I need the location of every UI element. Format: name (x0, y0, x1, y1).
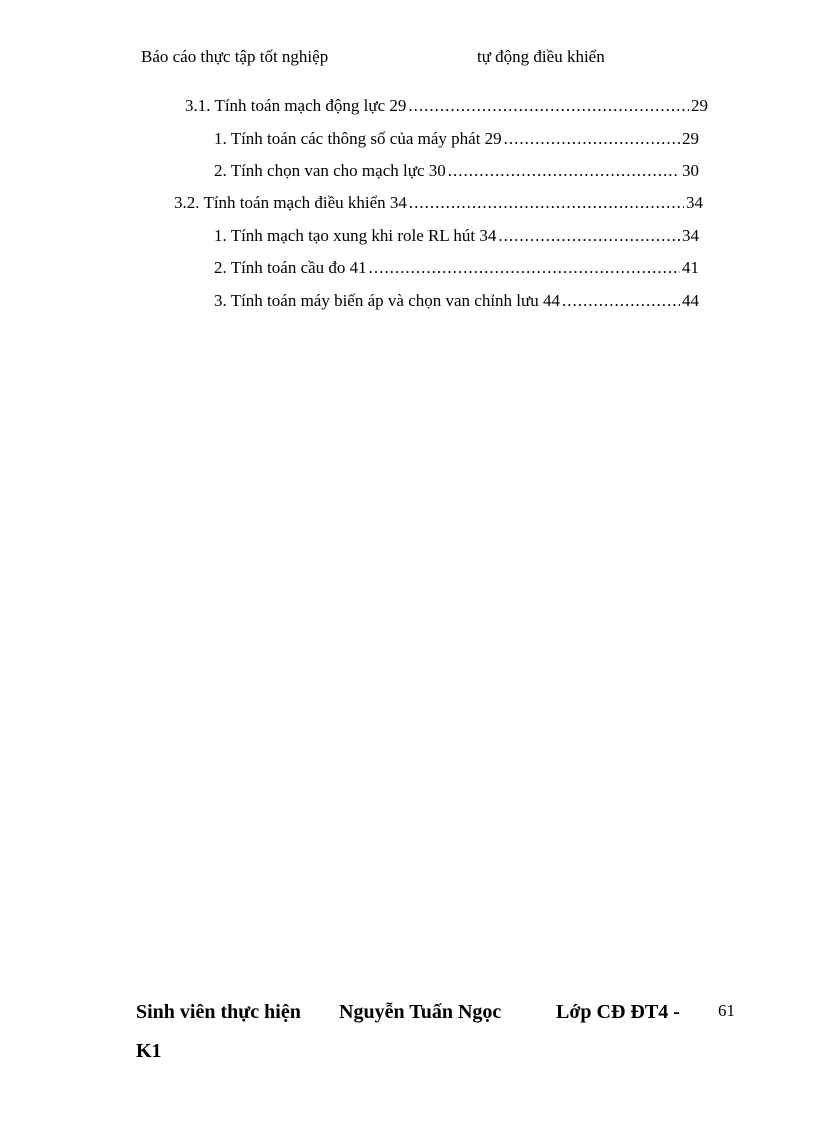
toc-entry-page: 41 (682, 258, 699, 277)
toc-entry (214, 258, 699, 278)
toc-dot-leader (498, 226, 680, 246)
toc-entry (174, 193, 703, 213)
toc-entry-title: 1. Tính mạch tạo xung khi role RL hút 34 (214, 226, 497, 245)
toc-dot-leader (408, 96, 689, 116)
toc-entry (185, 96, 708, 116)
footer-student-label: Sinh viên thực hiện (136, 1001, 301, 1023)
page-number: 61 (718, 1001, 735, 1020)
toc-entry (214, 291, 699, 311)
toc-entry-page: 29 (682, 129, 699, 148)
toc-entry-page: 34 (686, 193, 703, 212)
toc-entry-title: 3. Tính toán máy biến áp và chọn van chỉnh lưu 44 (214, 291, 560, 310)
toc-dot-leader (448, 161, 680, 181)
toc-entry-page: 34 (682, 226, 699, 245)
toc-entry (214, 226, 699, 246)
footer-class-suffix: K1 (136, 1040, 162, 1062)
toc-entry-page: 44 (682, 291, 699, 310)
running-header-title: Báo cáo thực tập tốt nghiệp (141, 47, 329, 66)
toc-dot-leader (409, 193, 684, 213)
toc-entry (214, 129, 699, 149)
toc-entry (214, 161, 699, 181)
footer-student-name: Nguyễn Tuấn Ngọc (339, 1001, 502, 1023)
footer-class-label: Lớp CĐ ĐT4 - (556, 1001, 680, 1023)
running-header-subject: tự động điều khiển (477, 47, 605, 66)
toc-dot-leader (369, 258, 680, 278)
toc-dot-leader (562, 291, 680, 311)
toc-entry-page: 30 (682, 161, 699, 180)
toc-entry-title: 3.1. Tính toán mạch động lực 29 (185, 96, 407, 115)
toc-entry-title: 2. Tính toán cầu đo 41 (214, 258, 367, 277)
toc-dot-leader (504, 129, 680, 149)
toc-entry-title: 1. Tính toán các thông số của máy phát 29 (214, 129, 502, 148)
toc-entry-page: 29 (691, 96, 708, 115)
toc-entry-title: 3.2. Tính toán mạch điều khiển 34 (174, 193, 407, 212)
toc-entry-title: 2. Tính chọn van cho mạch lực 30 (214, 161, 446, 180)
